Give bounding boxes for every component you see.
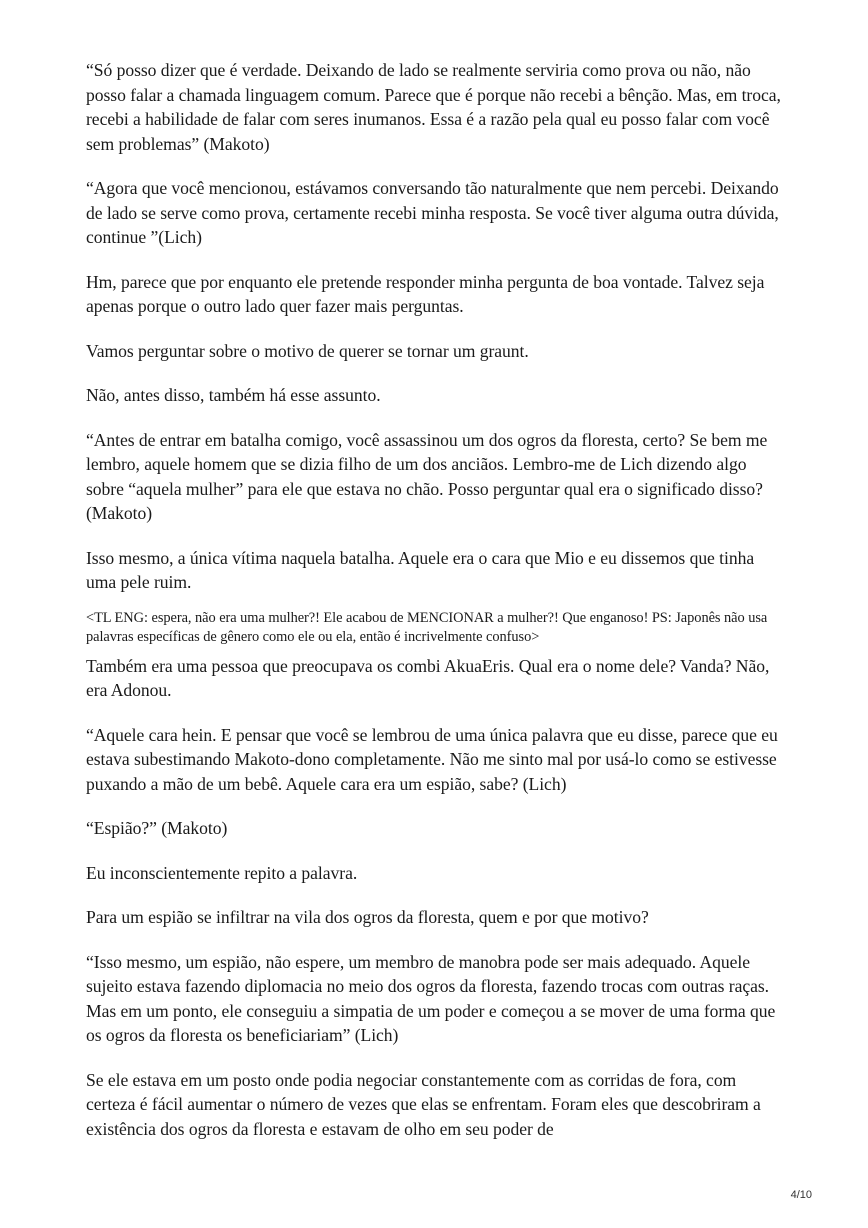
page-number: 4/10 [790, 1189, 812, 1201]
paragraph: Hm, parece que por enquanto ele pretende responder minha pergunta de boa vontade. Talvez seja apenas porque o outro lado quer fazer mais perguntas. [86, 271, 765, 316]
paragraph: Isso mesmo, a única vítima naquela batalha. Aquele era o cara que Mio e eu dissemos que tinha uma pele ruim. [86, 547, 755, 592]
paragraph: Também era uma pessoa que preocupava os combi AkuaEris. Qual era o nome dele? Vanda? Não, era Adonou. [86, 655, 770, 700]
paragraph: Se ele estava em um posto onde podia negociar constantemente com as corridas de fora, com certeza é fácil aumentar o número de vezes que elas se enfrentam. Foram eles que descobriram a existência dos ogros da floresta e estavam de olho em seu poder de [86, 1069, 761, 1139]
paragraph: “Só posso dizer que é verdade. Deixando de lado se realmente serviria como prova ou não, não posso falar a chamada linguagem comum. Parece que é porque não recebi a bênção. Mas, em troca, recebi a habilidade de falar com seres inumanos. Essa é a razão pela qual eu posso falar com você sem problemas” (Makoto) [86, 60, 781, 154]
paragraph: “Antes de entrar em batalha comigo, você assassinou um dos ogros da floresta, certo? Se bem me lembro, aquele homem que se dizia filho de um dos anciãos. Lembro-me de Lich dizendo algo sobre “aquela mulher” para ele que estava no chão. Posso perguntar qual era o significado disso? (Makoto) [86, 429, 768, 523]
paragraph: “Espião?” (Makoto) [86, 818, 228, 838]
paragraph: “Agora que você mencionou, estávamos conversando tão naturalmente que nem percebi. Deixando de lado se serve como prova, certamente recebi minha resposta. Se você tiver alguma outra dúvida, continue ”(Lich) [86, 178, 779, 247]
paragraph: “Isso mesmo, um espião, não espere, um membro de manobra pode ser mais adequado. Aquele sujeito estava fazendo diplomacia no meio dos ogros da floresta, fazendo trocas com outras raças. Mas em um ponto, ele conseguiu a simpatia de um poder e começou a se mover de uma forma que os ogros da floresta os beneficiariam” (Lich) [86, 951, 776, 1045]
paragraph: Vamos perguntar sobre o motivo de querer se tornar um graunt. [86, 340, 529, 361]
paragraph: Não, antes disso, também há esse assunto. [86, 385, 381, 405]
document-body [86, 58, 786, 1161]
translator-note: <TL ENG: espera, não era uma mulher?! Ele acabou de MENCIONAR a mulher?! Que enganoso! PS: Japonês não usa palavras específicas de gênero como ele ou ela, então é incrivelmente confuso> [86, 609, 768, 645]
paragraph: Eu inconscientemente repito a palavra. [86, 862, 358, 883]
paragraph: “Aquele cara hein. E pensar que você se lembrou de uma única palavra que eu disse, parece que eu estava subestimando Makoto-dono completamente. Não me sinto mal por usá-lo como se estivesse puxando a mão de um bebê. Aquele cara era um espião, sabe? (Lich) [86, 724, 778, 794]
paragraph: Para um espião se infiltrar na vila dos ogros da floresta, quem e por que motivo? [86, 907, 649, 927]
